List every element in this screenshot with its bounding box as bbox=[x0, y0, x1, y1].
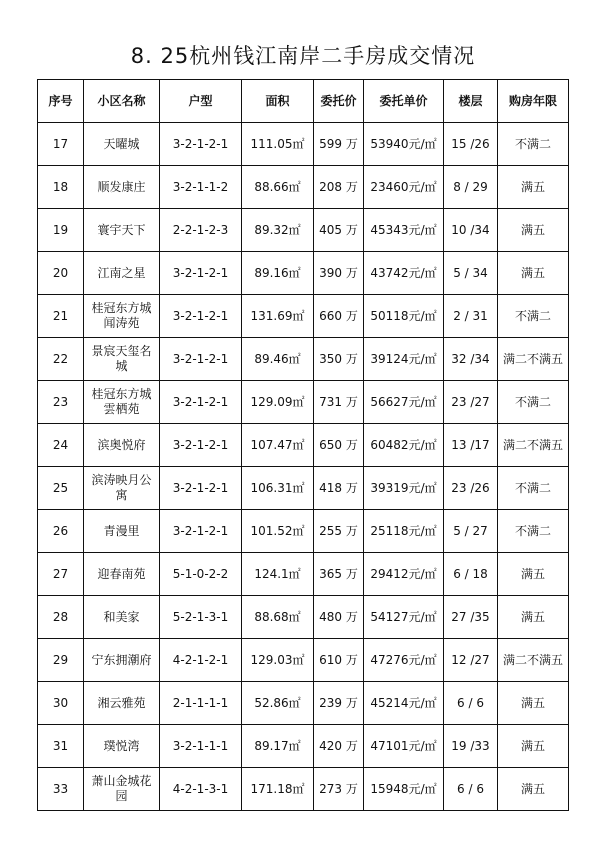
cell-layout: 3-2-1-2-1 bbox=[160, 252, 242, 295]
cell-unit-price: 56627元/㎡ bbox=[364, 381, 444, 424]
cell-holding-years: 不满二 bbox=[498, 123, 569, 166]
cell-layout: 3-2-1-2-1 bbox=[160, 510, 242, 553]
cell-index: 30 bbox=[38, 682, 84, 725]
cell-floor: 5 / 27 bbox=[444, 510, 498, 553]
cell-layout: 2-1-1-1-1 bbox=[160, 682, 242, 725]
table-row bbox=[38, 381, 569, 424]
table-row bbox=[38, 639, 569, 682]
cell-floor: 13 /17 bbox=[444, 424, 498, 467]
cell-area: 88.66㎡ bbox=[242, 166, 314, 209]
cell-area: 129.09㎡ bbox=[242, 381, 314, 424]
cell-layout: 4-2-1-3-1 bbox=[160, 768, 242, 811]
cell-price: 405 万 bbox=[314, 209, 364, 252]
cell-floor: 8 / 29 bbox=[444, 166, 498, 209]
cell-holding-years: 满二不满五 bbox=[498, 424, 569, 467]
cell-community: 桂冠东方城雲栖苑 bbox=[84, 381, 160, 424]
cell-index: 18 bbox=[38, 166, 84, 209]
cell-unit-price: 47101元/㎡ bbox=[364, 725, 444, 768]
cell-index: 29 bbox=[38, 639, 84, 682]
table-row bbox=[38, 252, 569, 295]
cell-area: 89.16㎡ bbox=[242, 252, 314, 295]
table-row bbox=[38, 467, 569, 510]
page-title: 8. 25杭州钱江南岸二手房成交情况 bbox=[130, 44, 476, 68]
cell-holding-years: 不满二 bbox=[498, 467, 569, 510]
cell-unit-price: 53940元/㎡ bbox=[364, 123, 444, 166]
cell-area: 131.69㎡ bbox=[242, 295, 314, 338]
cell-area: 89.32㎡ bbox=[242, 209, 314, 252]
cell-price: 350 万 bbox=[314, 338, 364, 381]
cell-index: 27 bbox=[38, 553, 84, 596]
table-row bbox=[38, 166, 569, 209]
table-row bbox=[38, 768, 569, 811]
cell-floor: 5 / 34 bbox=[444, 252, 498, 295]
cell-area: 129.03㎡ bbox=[242, 639, 314, 682]
cell-layout: 3-2-1-2-1 bbox=[160, 123, 242, 166]
cell-layout: 3-2-1-1-1 bbox=[160, 725, 242, 768]
cell-index: 25 bbox=[38, 467, 84, 510]
cell-floor: 23 /27 bbox=[444, 381, 498, 424]
cell-layout: 3-2-1-2-1 bbox=[160, 381, 242, 424]
cell-price: 208 万 bbox=[314, 166, 364, 209]
cell-community: 顺发康庄 bbox=[84, 166, 160, 209]
cell-holding-years: 满二不满五 bbox=[498, 639, 569, 682]
table-header-row bbox=[38, 80, 569, 123]
cell-index: 31 bbox=[38, 725, 84, 768]
cell-layout: 5-2-1-3-1 bbox=[160, 596, 242, 639]
cell-floor: 19 /33 bbox=[444, 725, 498, 768]
header-layout: 户型 bbox=[160, 80, 242, 123]
cell-floor: 2 / 31 bbox=[444, 295, 498, 338]
cell-area: 101.52㎡ bbox=[242, 510, 314, 553]
cell-community: 迎春南苑 bbox=[84, 553, 160, 596]
cell-floor: 23 /26 bbox=[444, 467, 498, 510]
cell-floor: 6 / 18 bbox=[444, 553, 498, 596]
cell-floor: 32 /34 bbox=[444, 338, 498, 381]
cell-holding-years: 满五 bbox=[498, 553, 569, 596]
cell-layout: 3-2-1-2-1 bbox=[160, 424, 242, 467]
cell-unit-price: 45214元/㎡ bbox=[364, 682, 444, 725]
transactions-table bbox=[37, 79, 569, 811]
table-row bbox=[38, 682, 569, 725]
header-price: 委托价 bbox=[314, 80, 364, 123]
cell-unit-price: 15948元/㎡ bbox=[364, 768, 444, 811]
table-row bbox=[38, 725, 569, 768]
cell-area: 106.31㎡ bbox=[242, 467, 314, 510]
cell-area: 124.1㎡ bbox=[242, 553, 314, 596]
cell-unit-price: 45343元/㎡ bbox=[364, 209, 444, 252]
cell-area: 89.46㎡ bbox=[242, 338, 314, 381]
table-row bbox=[38, 338, 569, 381]
cell-unit-price: 39319元/㎡ bbox=[364, 467, 444, 510]
table-row bbox=[38, 209, 569, 252]
cell-price: 239 万 bbox=[314, 682, 364, 725]
cell-unit-price: 29412元/㎡ bbox=[364, 553, 444, 596]
cell-holding-years: 不满二 bbox=[498, 510, 569, 553]
cell-index: 21 bbox=[38, 295, 84, 338]
cell-floor: 12 /27 bbox=[444, 639, 498, 682]
cell-floor: 27 /35 bbox=[444, 596, 498, 639]
header-unit-price: 委托单价 bbox=[364, 80, 444, 123]
table-row bbox=[38, 553, 569, 596]
cell-community: 萧山金城花园 bbox=[84, 768, 160, 811]
cell-floor: 10 /34 bbox=[444, 209, 498, 252]
cell-unit-price: 25118元/㎡ bbox=[364, 510, 444, 553]
cell-price: 390 万 bbox=[314, 252, 364, 295]
cell-price: 255 万 bbox=[314, 510, 364, 553]
cell-layout: 2-2-1-2-3 bbox=[160, 209, 242, 252]
cell-layout: 3-2-1-1-2 bbox=[160, 166, 242, 209]
header-area: 面积 bbox=[242, 80, 314, 123]
cell-index: 26 bbox=[38, 510, 84, 553]
cell-holding-years: 满二不满五 bbox=[498, 338, 569, 381]
cell-holding-years: 满五 bbox=[498, 725, 569, 768]
cell-community: 湘云雅苑 bbox=[84, 682, 160, 725]
cell-unit-price: 39124元/㎡ bbox=[364, 338, 444, 381]
table-row bbox=[38, 295, 569, 338]
cell-unit-price: 50118元/㎡ bbox=[364, 295, 444, 338]
table-row bbox=[38, 596, 569, 639]
table-row bbox=[38, 510, 569, 553]
cell-index: 20 bbox=[38, 252, 84, 295]
cell-area: 89.17㎡ bbox=[242, 725, 314, 768]
header-index: 序号 bbox=[38, 80, 84, 123]
header-holding-years: 购房年限 bbox=[498, 80, 569, 123]
cell-price: 365 万 bbox=[314, 553, 364, 596]
cell-community: 璞悦湾 bbox=[84, 725, 160, 768]
cell-unit-price: 23460元/㎡ bbox=[364, 166, 444, 209]
cell-unit-price: 47276元/㎡ bbox=[364, 639, 444, 682]
cell-index: 23 bbox=[38, 381, 84, 424]
header-floor: 楼层 bbox=[444, 80, 498, 123]
cell-area: 111.05㎡ bbox=[242, 123, 314, 166]
cell-community: 滨涛映月公寓 bbox=[84, 467, 160, 510]
cell-floor: 6 / 6 bbox=[444, 682, 498, 725]
cell-holding-years: 不满二 bbox=[498, 295, 569, 338]
cell-index: 22 bbox=[38, 338, 84, 381]
cell-community: 景宸天玺名城 bbox=[84, 338, 160, 381]
cell-community: 滨奥悦府 bbox=[84, 424, 160, 467]
cell-price: 610 万 bbox=[314, 639, 364, 682]
cell-area: 107.47㎡ bbox=[242, 424, 314, 467]
cell-community: 青漫里 bbox=[84, 510, 160, 553]
cell-index: 17 bbox=[38, 123, 84, 166]
cell-index: 24 bbox=[38, 424, 84, 467]
cell-holding-years: 满五 bbox=[498, 209, 569, 252]
cell-community: 寰宇天下 bbox=[84, 209, 160, 252]
cell-holding-years: 满五 bbox=[498, 596, 569, 639]
header-community: 小区名称 bbox=[84, 80, 160, 123]
cell-index: 33 bbox=[38, 768, 84, 811]
cell-community: 桂冠东方城闻涛苑 bbox=[84, 295, 160, 338]
cell-holding-years: 满五 bbox=[498, 166, 569, 209]
cell-area: 52.86㎡ bbox=[242, 682, 314, 725]
cell-unit-price: 43742元/㎡ bbox=[364, 252, 444, 295]
cell-price: 273 万 bbox=[314, 768, 364, 811]
cell-layout: 3-2-1-2-1 bbox=[160, 338, 242, 381]
cell-price: 420 万 bbox=[314, 725, 364, 768]
cell-price: 731 万 bbox=[314, 381, 364, 424]
cell-unit-price: 54127元/㎡ bbox=[364, 596, 444, 639]
cell-holding-years: 满五 bbox=[498, 252, 569, 295]
table-row bbox=[38, 424, 569, 467]
cell-price: 650 万 bbox=[314, 424, 364, 467]
cell-unit-price: 60482元/㎡ bbox=[364, 424, 444, 467]
cell-community: 天曜城 bbox=[84, 123, 160, 166]
cell-community: 江南之星 bbox=[84, 252, 160, 295]
cell-layout: 3-2-1-2-1 bbox=[160, 295, 242, 338]
cell-layout: 3-2-1-2-1 bbox=[160, 467, 242, 510]
table-row bbox=[38, 123, 569, 166]
cell-layout: 4-2-1-2-1 bbox=[160, 639, 242, 682]
cell-community: 和美家 bbox=[84, 596, 160, 639]
cell-layout: 5-1-0-2-2 bbox=[160, 553, 242, 596]
cell-price: 660 万 bbox=[314, 295, 364, 338]
cell-index: 28 bbox=[38, 596, 84, 639]
cell-index: 19 bbox=[38, 209, 84, 252]
cell-area: 171.18㎡ bbox=[242, 768, 314, 811]
cell-price: 418 万 bbox=[314, 467, 364, 510]
cell-community: 宁东拥潮府 bbox=[84, 639, 160, 682]
cell-holding-years: 满五 bbox=[498, 682, 569, 725]
cell-area: 88.68㎡ bbox=[242, 596, 314, 639]
cell-holding-years: 满五 bbox=[498, 768, 569, 811]
cell-price: 480 万 bbox=[314, 596, 364, 639]
cell-floor: 15 /26 bbox=[444, 123, 498, 166]
cell-price: 599 万 bbox=[314, 123, 364, 166]
cell-floor: 6 / 6 bbox=[444, 768, 498, 811]
cell-holding-years: 不满二 bbox=[498, 381, 569, 424]
